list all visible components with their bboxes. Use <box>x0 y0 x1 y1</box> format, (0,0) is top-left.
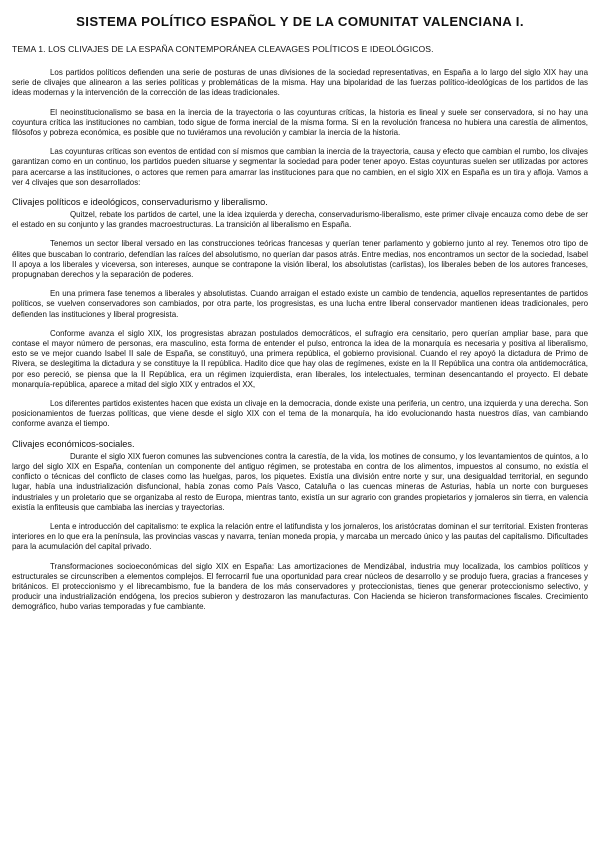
section-heading-economic: Clivajes económicos-sociales. <box>12 438 135 449</box>
intro-paragraph-2: El neoinstitucionalismo se basa en la inercia de la trayectoria o las coyunturas críticas, la historia es lineal y suele ser conservadora, si no hay una coyuntura crítica las instituciones no cambian, todo sigue de forma inercial de la misma forma. Si en la revolución francesa no hubiera una carestía de alimentos, filósofos y pobreza económica, es posible que no tuviéramos una revolución y cambiar la inercia de la historia. <box>12 107 588 138</box>
topic-subtitle: TEMA 1. LOS CLIVAJES DE LA ESPAÑA CONTEMPORÁNEA CLEAVAGES POLÍTICOS E IDEOLÓGICOS. <box>12 44 434 54</box>
document-title: SISTEMA POLÍTICO ESPAÑOL Y DE LA COMUNITAT VALENCIANA I. <box>76 14 524 29</box>
intro-paragraph-1: Los partidos políticos defienden una serie de posturas de unas divisiones de la sociedad representativas, en España a lo largo del siglo XIX hay una serie de clivajes que alinearon a las series políticas y problemáticas de la misma. Hay una bipolaridad de las fuerzas político-ideológicas de los partidos de las ideas modernas y la intervención de la corrección de las ideas tradicionales. <box>12 68 588 98</box>
intro-paragraph-3: Las coyunturas críticas son eventos de entidad con sí mismos que cambian la inercia de la trayectoria, causa y efecto que cambian el rumbo, los clivajes garantizan como en un continuo, los partidos pueden situarse y segmentar la sociedad para poder tener apoyo. Estas coyunturas suelen ser utilizadas por actores para acercarse a las instituciones, o actores que remen para amarrar las instituciones para que no cambien, en el siglo XIX en España es un tira y afloja. Vamos a ver 4 clivajes que son desarrollados: <box>12 147 588 187</box>
section1-paragraph-2: Tenemos un sector liberal versado en las construcciones teóricas francesas y querían tener parlamento y gobierno junto al rey. Tenemos otro tipo de élites que buscaban lo contrario, defendían las raíces del absolutismo, no querían dar pasos atrás. Entre medias, nos encontramos un sector de la sociedad, Isabel II apoya a los liberales y viceversa, son intereses, aunque se contrapone la visión liberal, los absolutistas (carlistas), los liberales beben de los autores franceses, propugnaban derechos y la separación de poderes. <box>12 239 588 280</box>
section1-paragraph-3: En una primera fase tenemos a liberales y absolutistas. Cuando arraigan el estado existe un cambio de tendencia, aquellos representantes de partidos políticos, se vuelven conservadores son cambiados, por otra parte, los progresistas, es una lucha entre liberal conservador mantienen ideas tradicionales, pero defienden las instituciones y liberal progresista. <box>12 289 588 319</box>
section1-paragraph-4: Conforme avanza el siglo XIX, los progresistas abrazan postulados democráticos, el sufragio era censitario, pero querían ampliar base, para que contase el mayor número de personas, era masculino, esta forma de entender el pulso, entronca la idea de la monarquía es necesaria y positiva al liberalismo, esto se ve mejor cuando Isabel II sale de España, se constituyó, una primera república, el gobierno provisional. Cuando el rey apoyó la dictadura de Primo de Rivera, se deslegitima la dictadura y se constituye la II república. Hadito dice que hay olas de regímenes, existe en la II República una contra ola antidemocrática, por eso pereció, se piensa que la II República, era un régimen izquierdista, eran liberales, los intelectuales, terminan desencantando el proyecto. El debate monarquía-república, aparece a mitad del siglo XIX y entrados el XX, <box>12 328 588 389</box>
section2-paragraph-1: Durante el siglo XIX fueron comunes las subvenciones contra la carestía, de la vida, los motines de consumo, y los levantamientos de quintos, a lo largo del siglo XIX en España, contenían un componente del antiguo régimen, se protestaba en contra de los alimentos, impuestos al consumo, no existía el conflicto o técnicas del conflicto de clases como las huelgas, paros, los piquetes. Existía una división entre norte y sur, una desigualdad territorial, en segundo lugar, había una industrialización disfuncional, había zonas como País Vasco, Cataluña o las cuencas mineras de Asturias, había un norte con burgueses industriales y un proletario que se organizaba al resto de Europa, mientras tanto, existía un sur agrario con grandes propietarios y jornaleros sin tierra, en valencia existía la enfiteusis que cambiaba las inercias y trayectorias. <box>12 451 588 512</box>
section2-paragraph-3: Transformaciones socioeconómicas del siglo XIX en España: Las amortizaciones de Mendizábal, industria muy localizada, los cambios políticos y estructurales se circunscriben a elementos complejos. El ferrocarril fue una oportunidad para crear núcleos de desarrollo y se produjo fuera, gracias a franceses y británicos. El proteccionismo y el librecambismo, fue la bandera de los más conservadores y proteccionistas, tienes que generar proteccionismo selectivo, y producir una industrialización endógena, los precios subieron y destrozaron las manufacturas. Con Hacienda se hicieron transformaciones fiscales. Crecimiento demográfico, hubo varias temporadas y fue cambiante. <box>12 561 588 612</box>
section-heading-political: Clivajes políticos e ideológicos, conservadurismo y liberalismo. <box>12 197 268 208</box>
section1-paragraph-1: Quitzel, rebate los partidos de cartel, une la idea izquierda y derecha, conservadurismo-liberalismo, este primer clivaje encauza como debe de ser el estado en su conjunto y las grandes macroestructuras. La transición al liberalismo en España. <box>12 210 588 230</box>
section2-paragraph-2: Lenta e introducción del capitalismo: te explica la relación entre el latifundista y los jornaleros, los aristócratas dominan el sur territorial. Existen fronteras interiores en lo que era la península, las provincias vascas y navarra, tenían moneda propia, y marcaba un mercado único y las pautas del capitalismo. Dificultades para la acumulación del capital privado. <box>12 521 588 552</box>
section1-paragraph-5: Los diferentes partidos existentes hacen que exista un clivaje en la democracia, donde existe una periferia, un centro, una izquierda y una derecha. Son posicionamientos de fuerzas políticas, que viene desde el siglo XIX con el tema de la monarquía, ha ido evolucionando hasta nuestros días, van cambiando conforme avanza el tiempo. <box>12 399 588 429</box>
